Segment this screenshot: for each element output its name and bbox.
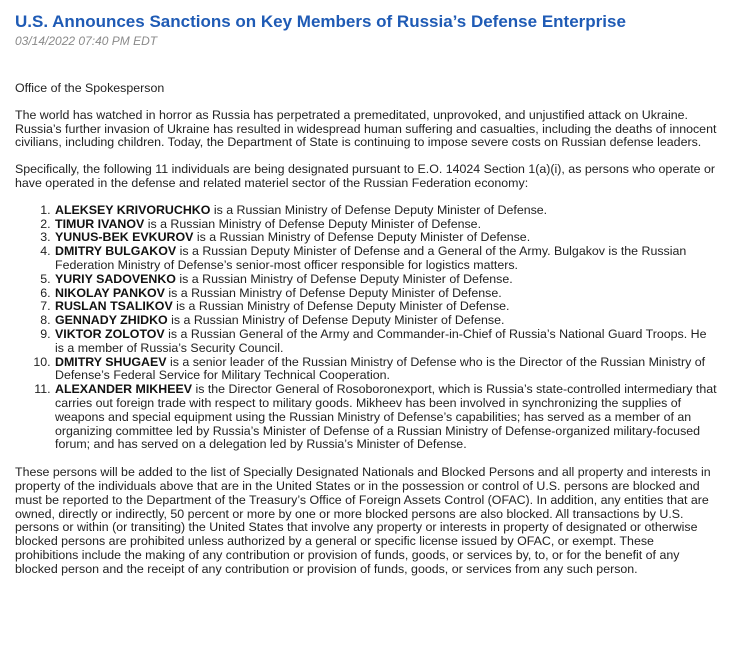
list-item xyxy=(54,300,718,314)
individual-name: NIKOLAY PANKOV xyxy=(55,285,165,300)
list-item xyxy=(54,231,718,245)
individual-name: ALEXANDER MIKHEEV xyxy=(55,382,192,397)
individual-name: TIMUR IVANOV xyxy=(55,216,145,231)
individual-description: is a Russian Ministry of Defense Deputy Minister of Defense. xyxy=(172,299,510,314)
article-body xyxy=(15,82,718,577)
individual-description: is a Russian Ministry of Defense Deputy Minister of Defense. xyxy=(144,216,482,231)
list-item xyxy=(54,328,718,356)
individual-description: is the Director General of Rosoboronexport, which is Russia’s state-controlled intermediary that carries out foreign trade with respect to military goods. Mikheev has been involved in synchronizing the supplies of weapons and special equipment using the Russian Ministry of Defense’s capabilities; has served as a member of an organizing committee led by Russia’s Minister of Defense of a Russian Ministry of Defense-organized military-focused forum; and has served on a delegation led by Russia’s Minister of Defense. xyxy=(55,382,717,452)
individual-description: is a senior leader of the Russian Ministry of Defense who is the Director of the Russian Ministry of Defense’s Federal Service for Military Technical Cooperation. xyxy=(55,354,706,383)
list-item xyxy=(54,383,718,452)
individual-name: YURIY SADOVENKO xyxy=(55,271,176,286)
individual-description: is a Russian Ministry of Defense Deputy Minister of Defense. xyxy=(167,313,505,328)
individual-description: is a Russian Ministry of Defense Deputy Minister of Defense. xyxy=(193,230,531,245)
list-item xyxy=(54,356,718,384)
individual-name: DMITRY BULGAKOV xyxy=(55,244,177,259)
individual-description: is a Russian Ministry of Defense Deputy Minister of Defense. xyxy=(210,202,548,217)
designation-paragraph: Specifically, the following 11 individuals are being designated pursuant to E.O. 14024 Section 1(a)(i), as persons who operate or have operated in the defense and related materiel sector of the Russian Federation economy: xyxy=(15,162,716,190)
article-title-link[interactable]: U.S. Announces Sanctions on Key Members of Russia’s Defense Enterprise xyxy=(15,12,626,31)
individual-name: VIKTOR ZOLOTOV xyxy=(55,326,165,341)
office-byline: Office of the Spokesperson xyxy=(15,81,165,95)
list-item xyxy=(54,218,718,232)
list-item xyxy=(54,245,718,273)
sanctioned-individuals-list xyxy=(15,204,718,452)
individual-name: GENNADY ZHIDKO xyxy=(55,313,168,328)
individual-description: is a Russian General of the Army and Commander-in-Chief of Russia’s National Guard Troops. He is a member of Russia’s Security Council. xyxy=(55,326,707,355)
list-item xyxy=(54,287,718,301)
individual-description: is a Russian Ministry of Defense Deputy Minister of Defense. xyxy=(175,271,513,286)
individual-description: is a Russian Deputy Minister of Defense and a General of the Army. Bulgakov is the Russian Federation Ministry of Defense’s senior-most officer responsible for logistics matters. xyxy=(55,244,687,272)
intro-paragraph: The world has watched in horror as Russia has perpetrated a premeditated, unprovoked, and unjustified attack on Ukraine. Russia’s further invasion of Ukraine has resulted in widespread human suffering and casualties, including the deaths of innocent civilians, including children. Today, the Department of State is continuing to impose severe costs on Russian defense leaders. xyxy=(15,107,717,150)
individual-name: ALEKSEY KRIVORUCHKO xyxy=(55,202,211,217)
individual-name: RUSLAN TSALIKOV xyxy=(55,299,173,314)
list-item xyxy=(54,314,718,328)
conclusion-paragraph: These persons will be added to the list of Specially Designated Nationals and Blocked Persons and all property and interests in property of the individuals above that are in the United States or in the possession or control of U.S. persons are blocked and must be reported to the Department of the Treasury’s Office of Foreign Assets Control (OFAC). In addition, any entities that are owned, directly or indirectly, 50 percent or more by one or more blocked persons are also blocked. All transactions by U.S. persons or within (or transiting) the United States that involve any property or interests in property of designated or otherwise blocked persons are prohibited unless authorized by a general or specific license issued by OFAC, or exempt. These prohibitions include the making of any contribution or provision of funds, goods, or services by, to, or for the benefit of any blocked person and the receipt of any contribution or provision of funds, goods, or services from any such person. xyxy=(15,465,711,576)
list-item xyxy=(54,204,718,218)
individual-name: DMITRY SHUGAEV xyxy=(55,354,167,369)
list-item xyxy=(54,273,718,287)
individual-name: YUNUS-BEK EVKUROV xyxy=(55,230,194,245)
individual-description: is a Russian Ministry of Defense Deputy Minister of Defense. xyxy=(164,285,502,300)
article-timestamp: 03/14/2022 07:40 PM EDT xyxy=(15,34,158,48)
